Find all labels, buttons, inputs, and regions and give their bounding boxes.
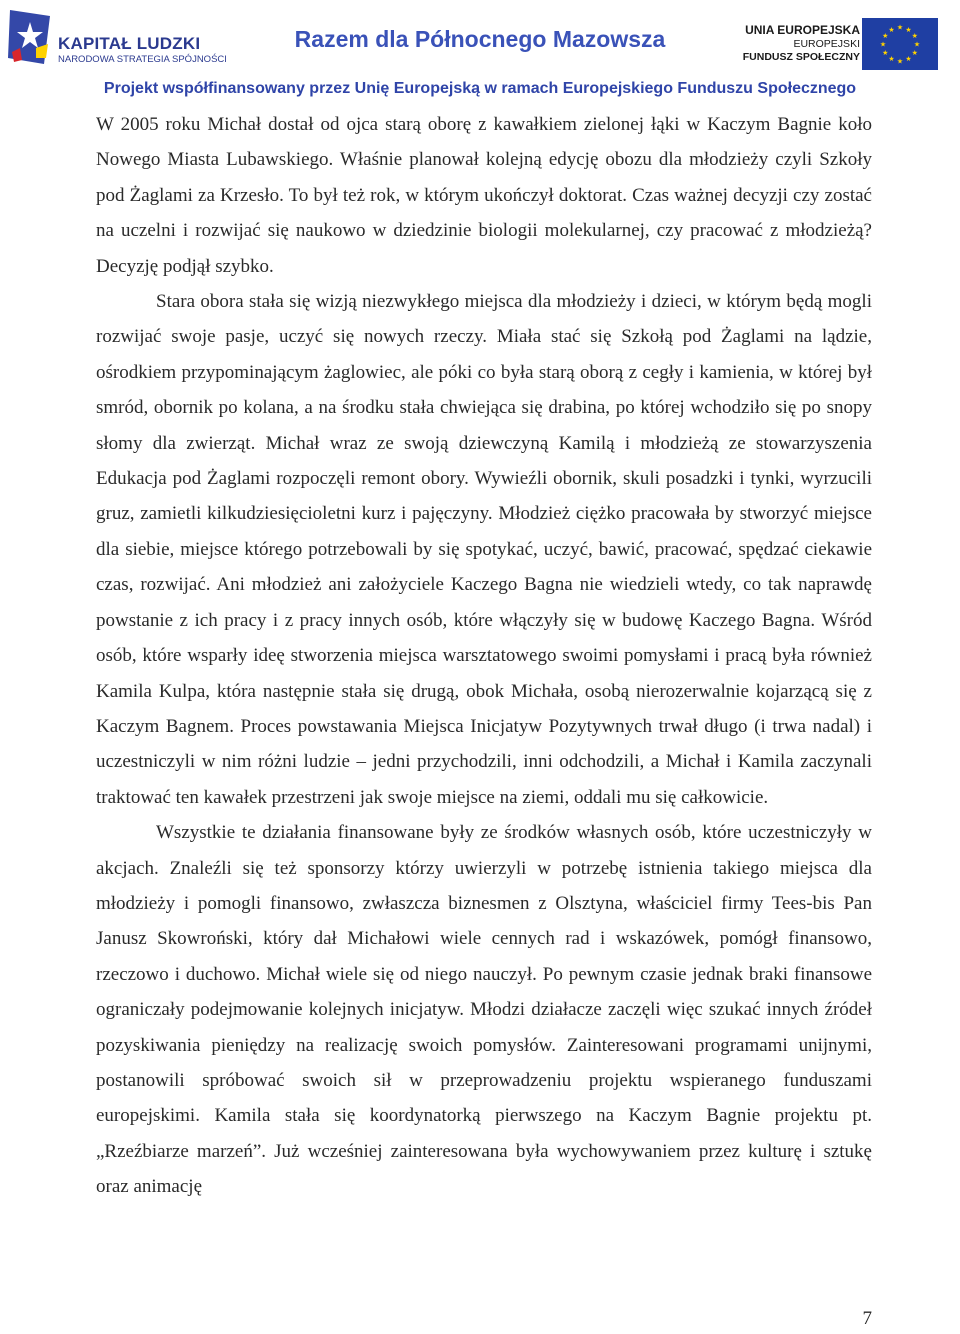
eu-star-icon: ★ <box>888 25 895 34</box>
eu-star-icon: ★ <box>879 40 887 49</box>
logo-right-line3: FUNDUSZ SPOŁECZNY <box>742 51 860 63</box>
document-body <box>96 107 872 1205</box>
page-header <box>0 0 960 106</box>
paragraph: W 2005 roku Michał dostał od ojca starą oborę z kawałkiem zielonej łąki w Kaczym Bagnie koło Nowego Miasta Lubawskiego. Właśnie planował kolejną edycję obozu dla młodzieży czyli Szkoły pod Żaglami za Krzesło. To był też rok, w którym ukończył doktorat. Czas ważnej decyzji czy zostać na uczelni i rozwijać się naukowo w dziedzinie biologii molekularnej, czy pracować z młodzieżą? Decyzję podjął szybko. <box>96 114 872 277</box>
logo-right-line1: UNIA EUROPEJSKA <box>745 23 860 37</box>
eu-star-icon: ★ <box>913 40 921 49</box>
paragraph: Stara obora stała się wizją niezwykłego miejsca dla młodzieży i dzieci, w którym będą mogli rozwijać swoje pasje, uczyć się nowych rzeczy. Miała stać się Szkołą pod Żaglami na lądzie, ośrodkiem przypominającym żaglowiec, ale póki co była starą oborą z cegły i kamienia, w której był smród, obornik po kolana, a na środku stała chwiejąca się drabina, po której wchodziło się po snopy słomy dla zwierząt. Michał wraz ze swoją dziewczyną Kamilą i młodzieżą ze stowarzyszenia Edukacja pod Żaglami rozpoczęli remont obory. Wywieźli obornik, skuli posadzki i tynki, wyrzucili gruz, zamietli kilkudziesięcioletni kurz i pajęczyny. Młodzież ciężko pracowała by stworzyć miejsce dla siebie, miejsce którego potrzebowali by się spotykać, uczyć, bawić, pracować, spędzać ciekawie czas, rozwijać. Ani młodzież ani założyciele Kaczego Bagna nie wiedzieli wtedy, co tak naprawdę powstanie z ich pracy i z pracy innych osób, które włączyły się w budowę Kaczego Bagna. Wśród osób, które wsparły ideę stworzenia miejsca warsztatowego swoimi pomysłami i pracą była również Kamila Kulpa, która następnie stała się drugą, obok Michała, osobą nierozerwalnie kojarzącą się z Kaczym Bagnem. Proces powstawania Miejsca Inicjatyw Pozytywnych trwał długo (i trwa nadal) i uczestniczyli w nim różni ludzie – jedni przychodzili, inni odchodzili, a Michał i Kamila zaczynali traktować ten kawałek przestrzeni jak swoje miejsce na ziemi, oddali mu się całkowicie. <box>96 291 872 808</box>
eu-star-icon: ★ <box>911 32 918 40</box>
page-number: 7 <box>862 1308 872 1329</box>
cofinancing-banner: Projekt współfinansowany przez Unię Europejską w ramach Europejskiego Funduszu Społecznego <box>103 80 857 97</box>
paragraph: Wszystkie te działania finansowane były ze środków własnych osób, które uczestniczyły w akcjach. Znaleźli się też sponsorzy którzy uwierzyli w potrzebę istnienia takiego miejsca dla młodzieży i pomogli finansowo, zwłaszcza biznesmen z Olsztyna, właściciel firmy Tees-bis Pan Janusz Skowroński, który dał Michałowi wiele cennych rad i wskazówek, pomógł finansowo, rzeczowo i duchowo. Michał wiele się od niego nauczył. Po pewnym czasie jednak braki finansowe ograniczały podejmowanie kolejnych inicjatyw. Młodzi działacze zaczęli więc szukać innych źródeł pozyskiwania pieniędzy na realizację swoich pomysłów. Zainteresowani programami unijnymi, postanowili spróbować swoich sił w przeprowadzeniu projektu wspieranego funduszami europejskimi. Kamila stała się koordynatorką pierwszego na Kaczym Bagnie projektu pt. „Rzeźbiarze marzeń”. Już wcześniej zainteresowana była wychowywaniem przez kulturę i sztukę oraz animację <box>96 822 872 1198</box>
eu-star-icon: ★ <box>882 49 889 57</box>
eu-star-icon: ★ <box>896 57 904 66</box>
header-title: Razem dla Północnego Mazowsza <box>294 26 666 52</box>
eu-star-icon: ★ <box>896 23 904 32</box>
eu-star-icon: ★ <box>911 49 918 57</box>
eu-star-icon: ★ <box>905 25 912 34</box>
logo-right-line2: EUROPEJSKI <box>793 38 860 50</box>
logo-left-line1: KAPITAŁ LUDZKI <box>58 34 201 53</box>
eu-star-icon: ★ <box>888 55 895 64</box>
eu-logo <box>742 10 952 70</box>
eu-star-icon: ★ <box>882 32 889 40</box>
eu-star-icon: ★ <box>905 55 912 64</box>
eu-flag-icon <box>862 18 938 70</box>
logo-left-line2: NARODOWA STRATEGIA SPÓJNOŚCI <box>58 54 227 65</box>
